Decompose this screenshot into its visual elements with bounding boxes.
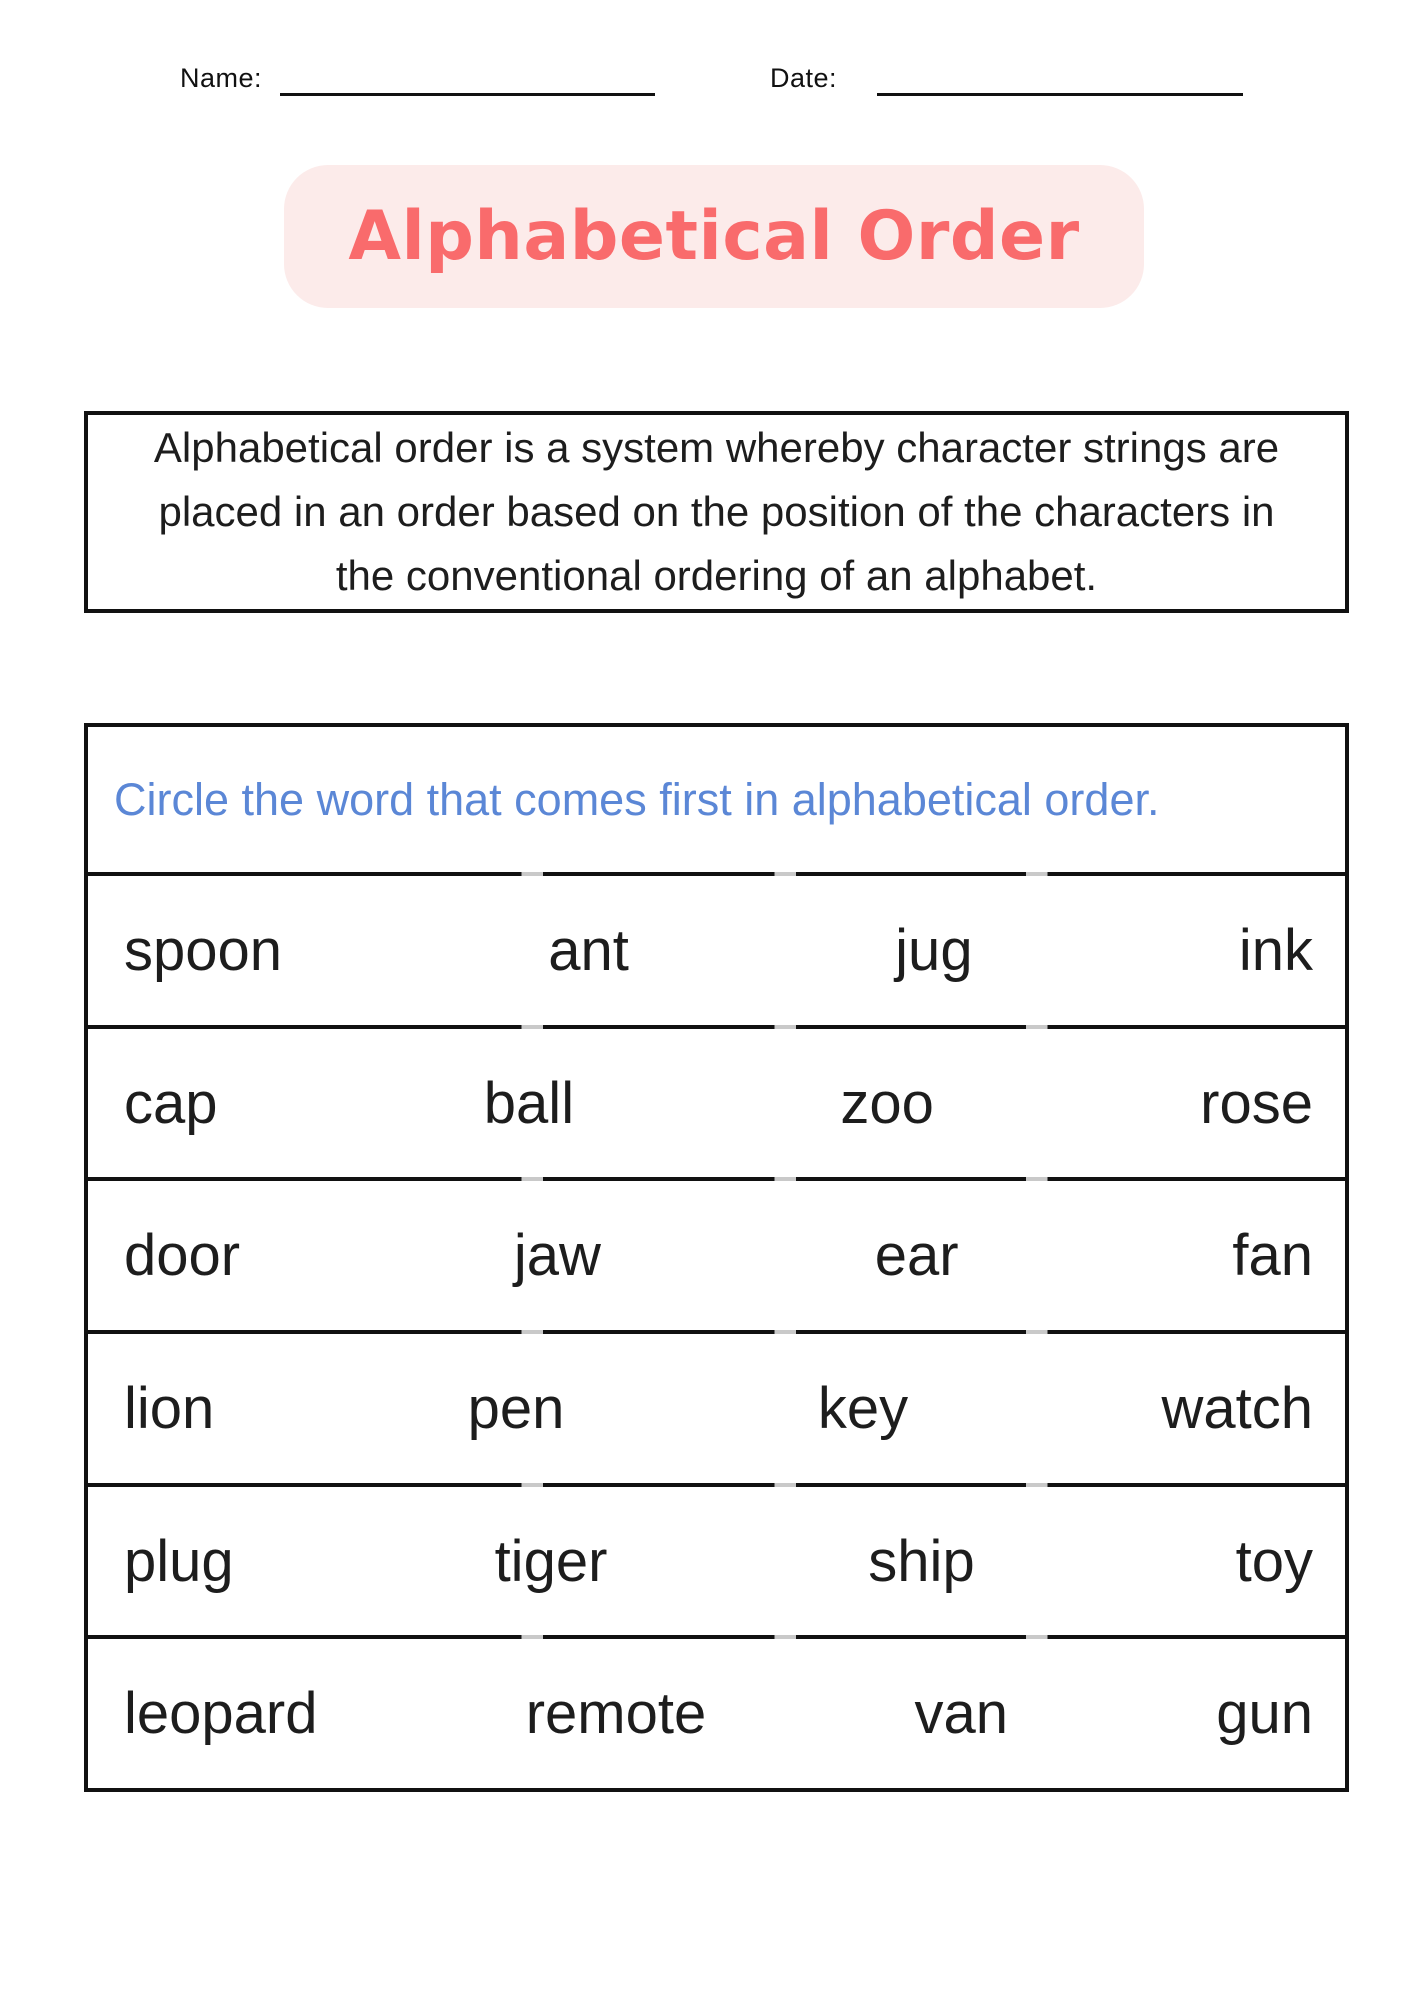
name-label: Name:	[180, 63, 263, 93]
word-cell[interactable]: ear	[874, 1223, 959, 1289]
word-cell[interactable]: watch	[1161, 1375, 1313, 1441]
word-cell[interactable]: jug	[895, 917, 973, 983]
word-cell[interactable]: zoo	[840, 1070, 934, 1136]
word-cell[interactable]: spoon	[124, 917, 283, 983]
word-cell[interactable]: ship	[868, 1528, 975, 1594]
word-cell[interactable]: cap	[124, 1070, 218, 1136]
word-cell[interactable]: key	[817, 1375, 909, 1441]
word-row	[88, 1330, 1345, 1483]
word-cell[interactable]: tiger	[494, 1528, 608, 1594]
definition-line: the conventional ordering of an alphabet.	[335, 552, 1098, 599]
word-cell[interactable]: ball	[483, 1070, 575, 1136]
instruction-row	[88, 727, 1345, 872]
word-row	[88, 872, 1345, 1025]
word-cell[interactable]: plug	[124, 1528, 234, 1594]
word-row	[88, 1635, 1345, 1788]
instruction-text: Circle the word that comes first in alphabetical order.	[114, 773, 1160, 825]
word-row	[88, 1177, 1345, 1330]
word-cell[interactable]: ink	[1238, 917, 1313, 983]
word-row	[88, 1483, 1345, 1636]
definition-box	[84, 411, 1349, 613]
page-title: Alphabetical Order	[348, 197, 1080, 276]
word-row	[88, 1025, 1345, 1178]
word-cell[interactable]: ant	[548, 917, 629, 983]
word-cell[interactable]: van	[914, 1681, 1008, 1747]
date-label: Date:	[770, 63, 838, 93]
word-cell[interactable]: gun	[1216, 1681, 1313, 1747]
definition-line: Alphabetical order is a system whereby character strings are	[153, 424, 1280, 471]
word-cell[interactable]: rose	[1200, 1070, 1313, 1136]
word-cell[interactable]: jaw	[513, 1223, 601, 1289]
word-cell[interactable]: pen	[467, 1375, 565, 1441]
word-cell[interactable]: toy	[1235, 1528, 1313, 1594]
title-banner	[284, 165, 1144, 308]
word-cell[interactable]: lion	[124, 1375, 215, 1441]
word-cell[interactable]: leopard	[124, 1681, 318, 1747]
word-cell[interactable]: fan	[1232, 1223, 1313, 1289]
word-cell[interactable]: remote	[525, 1681, 707, 1747]
word-cell[interactable]: door	[124, 1223, 241, 1289]
date-input-line[interactable]	[877, 66, 1243, 96]
name-input-line[interactable]	[280, 66, 655, 96]
definition-line: placed in an order based on the position of the characters in	[158, 488, 1275, 535]
worksheet-table	[84, 723, 1349, 1792]
